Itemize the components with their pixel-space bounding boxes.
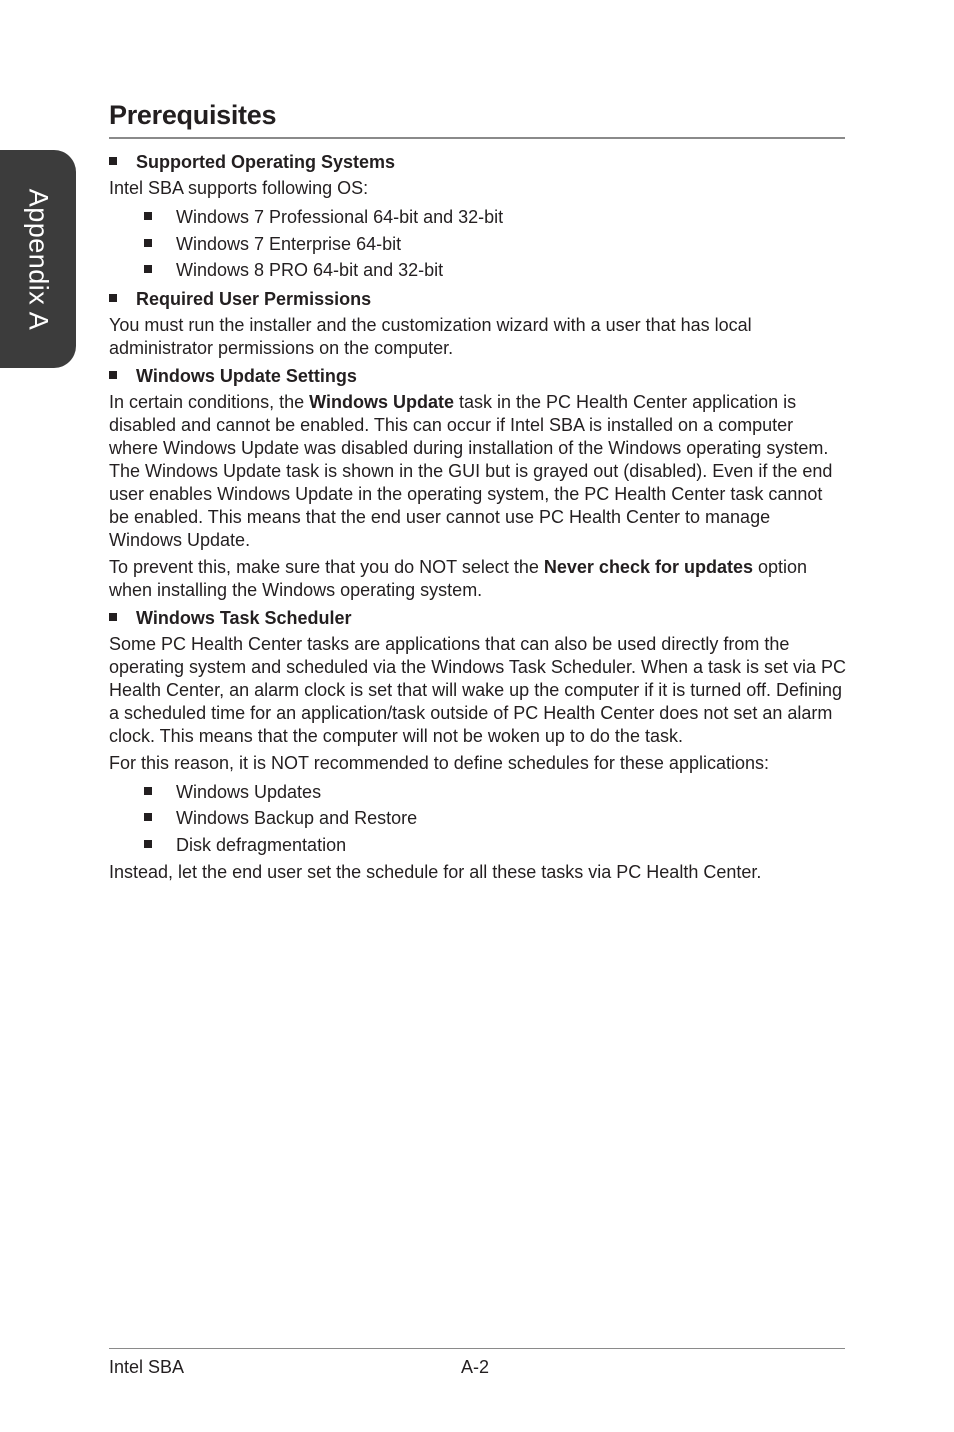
- square-bullet-icon: [109, 294, 117, 302]
- footer-divider: [109, 1348, 845, 1349]
- scheduler-list: [109, 779, 847, 859]
- section-heading-scheduler: Windows Task Scheduler: [109, 606, 847, 631]
- list-item: Disk defragmentation: [109, 832, 847, 859]
- square-bullet-icon: [109, 371, 117, 379]
- square-bullet-icon: [144, 787, 152, 795]
- square-bullet-icon: [144, 840, 152, 848]
- page-content: [109, 150, 847, 888]
- os-list: [109, 204, 847, 284]
- section-heading-permissions: Required User Permissions: [109, 287, 847, 312]
- list-item: Windows 7 Enterprise 64-bit: [109, 231, 847, 258]
- windows-update-term: Windows Update: [309, 391, 454, 412]
- scheduler-paragraph-1: Some PC Health Center tasks are applications that can also be used directly from the operating system and scheduled via the Windows Task Scheduler. When a task is set via PC Health Center, an alarm clock is set that will wake up the computer if it is turned off. Defining a scheduled time for an application/task outside of PC Health Center does not set an alarm clock. This means that the computer will not be woken up to do the task.: [109, 633, 847, 746]
- square-bullet-icon: [144, 212, 152, 220]
- list-item: Windows Updates: [109, 779, 847, 806]
- square-bullet-icon: [144, 265, 152, 273]
- update-paragraph-2: To prevent this, make sure that you do NOT select the Never check for updates option when installing the Windows operating system.: [109, 556, 808, 600]
- section-heading-update: Windows Update Settings: [109, 364, 847, 389]
- square-bullet-icon: [144, 239, 152, 247]
- appendix-side-tab-label: Appendix A: [23, 188, 54, 330]
- list-item: Windows 8 PRO 64-bit and 32-bit: [109, 257, 847, 284]
- os-intro-text: Intel SBA supports following OS:: [109, 178, 369, 198]
- list-item: Windows 7 Professional 64-bit and 32-bit: [109, 204, 847, 231]
- page-title: Prerequisites: [109, 100, 277, 130]
- appendix-side-tab: [0, 150, 76, 368]
- square-bullet-icon: [109, 157, 117, 165]
- update-paragraph-1: In certain conditions, the Windows Update task in the PC Health Center application is disabled and cannot be enabled. This can occur if Intel SBA is installed on a computer where Windows Update was disabled during installation of the Windows operating system. The Windows Update task is shown in the GUI but is grayed out (disabled). Even if the end user enables Windows Update in the operating system, the PC Health Center task cannot be enabled. This means that the end user cannot use PC Health Center to manage Windows Update.: [109, 391, 833, 550]
- footer-page-number: A-2: [461, 1357, 490, 1377]
- list-item: Windows Backup and Restore: [109, 805, 847, 832]
- square-bullet-icon: [144, 813, 152, 821]
- section-heading-os: Supported Operating Systems: [109, 150, 847, 175]
- title-divider: [109, 137, 845, 139]
- permissions-text: You must run the installer and the customization wizard with a user that has local administrator permissions on the computer.: [109, 314, 752, 358]
- footer-doc-name: Intel SBA: [109, 1357, 185, 1377]
- scheduler-paragraph-2: For this reason, it is NOT recommended to define schedules for these applications:: [109, 752, 769, 773]
- never-check-term: Never check for updates: [543, 556, 753, 577]
- scheduler-paragraph-3: Instead, let the end user set the schedule for all these tasks via PC Health Center.: [109, 862, 762, 882]
- square-bullet-icon: [109, 613, 117, 621]
